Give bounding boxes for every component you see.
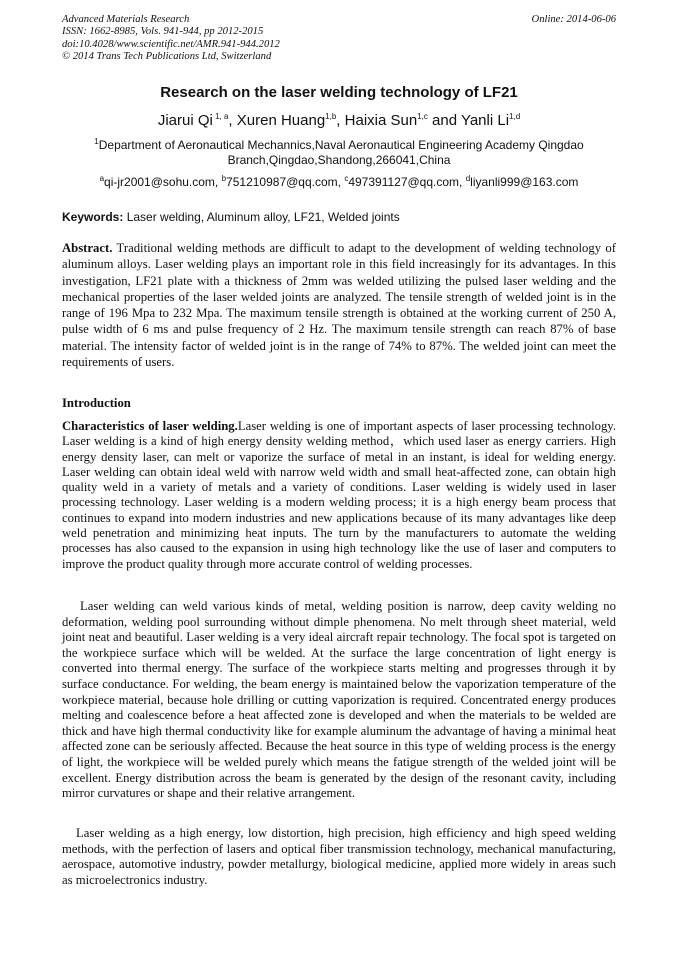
author-name: Haixia Sun <box>344 112 418 129</box>
author-sup: 1,c <box>417 112 428 121</box>
email-address: 497391127@qq.com <box>348 175 460 189</box>
abstract <box>62 240 616 370</box>
email-address: 751210987@qq.com <box>226 175 338 189</box>
email-sup: b <box>221 174 227 183</box>
email-sup: a <box>99 174 105 183</box>
copyright-line: © 2014 Trans Tech Publications Ltd, Switzerland <box>62 51 272 63</box>
email-sup: d <box>465 174 471 183</box>
email-sup: c <box>344 174 349 183</box>
email-address: liyanli999@163.com <box>470 175 579 189</box>
author-sup: 1,d <box>509 112 521 121</box>
paper-title: Research on the laser welding technology of LF21 <box>160 84 518 101</box>
section-heading-introduction: Introduction <box>62 396 131 410</box>
affiliation-sup: 1 <box>94 137 99 146</box>
author-separator: , <box>228 112 237 129</box>
journal-name: Advanced Materials Research <box>62 14 190 25</box>
keywords-text: Laser welding, Aluminum alloy, LF21, Welded joints <box>126 210 400 224</box>
journal-header <box>62 14 280 64</box>
abstract-label: Abstract. <box>62 241 113 255</box>
author-sup: 1, a <box>215 112 229 121</box>
doi-line: doi:10.4028/www.scientific.net/AMR.941-944.2012 <box>62 38 280 50</box>
author-name: Xuren Huang <box>236 112 326 129</box>
intro-paragraph-3: Laser welding as a high energy, low distortion, high precision, high efficiency and high speed welding methods, with the perfection of lasers and optical fiber transmission technology, mechanical manufacturing, aerospace, automotive industry, powder metallurgy, biological medicine, applied more widely in areas such as microelectronics industry. <box>62 826 616 887</box>
affiliation <box>60 138 618 168</box>
intro-paragraph-2: Laser welding can weld various kinds of metal, welding position is narrow, deep cavity welding no deformation, welding pool surrounding without dimple phenomena. No melt through sheet material, weld joint neat and beautiful. Laser welding is a very ideal aircraft repair technology. The focal spot is targeted on the workpiece surface which will be welded. At the surface the large concentration of light energy is converted into thermal energy. The surface of the workpiece starts melting and progresses through it by surface conductance. For welding, the beam energy is maintained below the vaporization temperature of the workpiece material, because hole drilling or cutting vaporization is required. Concentrated energy produces melting and coalescence before a heat affected zone is developed and when the materials to be welded are thick and have high thermal conductivity like for example aluminum the advantage of having a minimal heat affected zone can be seriously affected. Because the heat source in this type of welding process is the energy of light, the workpiece will be welded purely which means the fatigue strength of the welded joint will be excellent. Energy distribution across the beam is generated by the design of the resonant cavity, including mirror curvatures or shape and their relative arrangement. <box>62 599 616 801</box>
paragraph-text: Laser welding is one of important aspects of laser processing technology. Laser welding is a kind of high energy density welding method，which used laser as energy carriers. High energy density laser, can melt or vaporize the surface of metal in an instant, is ideal for welding energy. Laser welding can obtain ideal weld with narrow weld width and small heat-affected zone, can obtain high quality weld in a variety of metals and a variety of conditions. Laser welding is widely used in laser processing technology. Laser welding is a modern welding process; it is a high energy beam process that continues to expand into modern industries and new applications because of its many advantages like deep weld penetration and minimizing heat inputs. The turn by the manufacturers to automate the welding processes has also caused to the expansion in using high technology like the use of laser and computers to improve the product quality through more accurate control of welding processes. <box>62 419 616 571</box>
author-list <box>0 112 678 129</box>
keywords-label: Keywords: <box>62 210 124 224</box>
author-sup: 1,b <box>325 112 337 121</box>
online-date: Online: 2014-06-06 <box>531 14 616 25</box>
author-name: Jiarui Qi <box>157 112 213 129</box>
keywords <box>62 210 618 224</box>
paragraph-lead: Characteristics of laser welding. <box>62 419 238 433</box>
issn-line: ISSN: 1662-8985, Vols. 941-944, pp 2012-2015 <box>62 26 264 38</box>
intro-paragraph-1 <box>62 419 616 572</box>
affiliation-text: Department of Aeronautical Mechannics,Naval Aeronautical Engineering Academy Qingdao Branch,Qingdao,Shandong,266041,China <box>98 138 584 167</box>
email-address: qi-jr2001@sohu.com <box>104 175 215 189</box>
abstract-text: Traditional welding methods are difficult to adapt to the development of welding technology of aluminum alloys. Laser welding plays an important role in this field increasingly for its advantages. In this investigation, LF21 plate with a thickness of 2mm was welded utilizing the pulsed laser welding and the mechanical properties of the laser welded joints are analyzed. The tensile strength of welded joint is in the range of 196 Mpa to 232 Mpa. The maximum tensile strength is obtained at the working current of 250 A, pulse width of 6 ms and pulse frequency of 2 Hz. The maximum tensile strength can reach 87% of base material. The intensity factor of welded joint is in the range of 74% to 87%. The welded joint can meet the requirements of users. <box>62 241 616 370</box>
author-separator: , <box>336 112 345 129</box>
author-name: Yanli Li <box>460 112 510 129</box>
email-list: $^a$qi-jr2001@sohu.com, $^b$751210987@qq.com, $^c$497391127@qq.com, $^d$liyanli999@163.com <box>99 174 579 189</box>
author-separator: and <box>427 112 461 129</box>
